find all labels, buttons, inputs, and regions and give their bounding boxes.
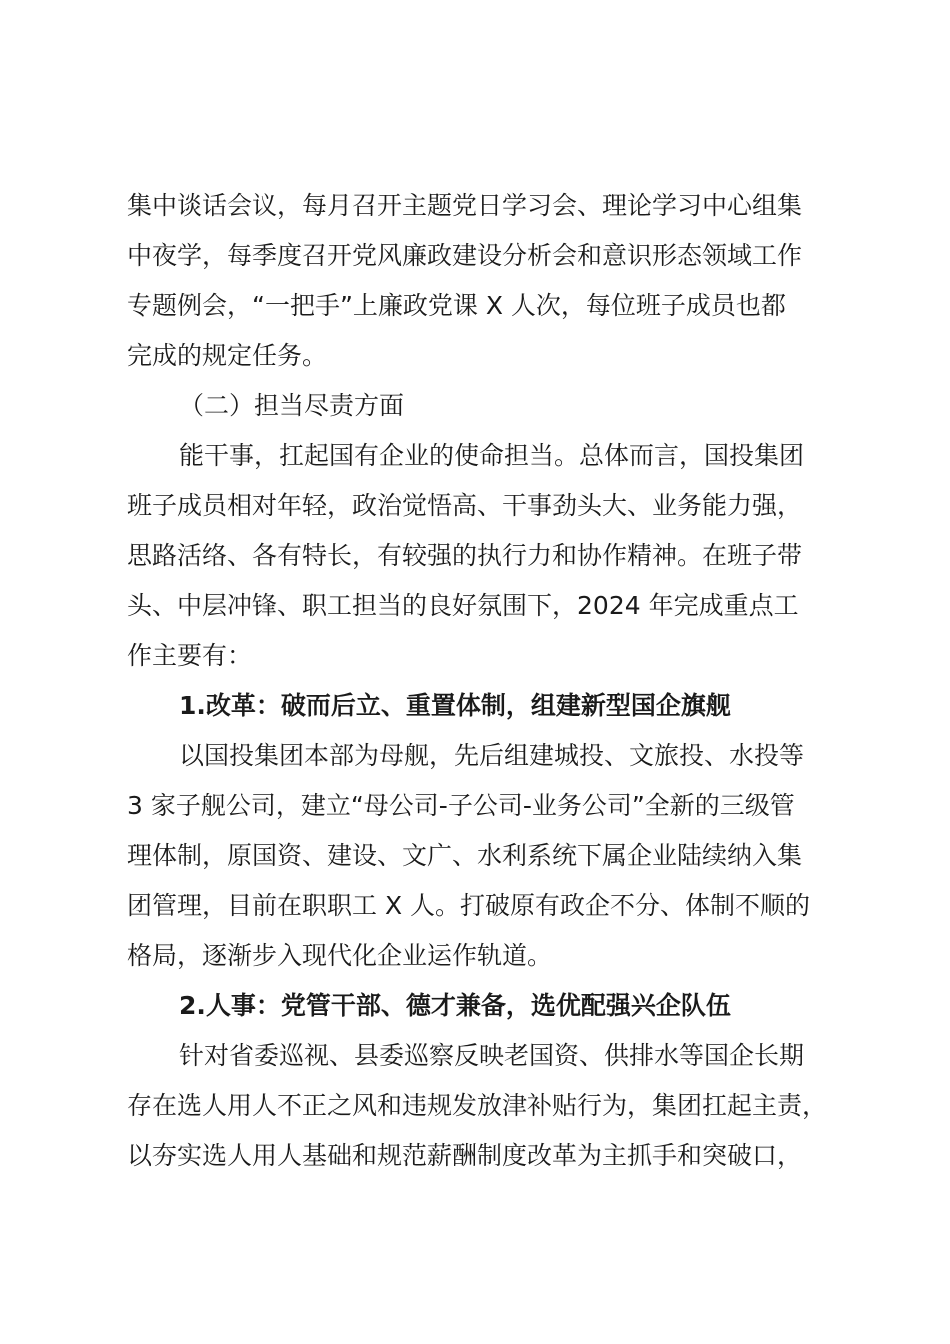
text-line: 班子成员相对年轻，政治觉悟高、干事劲头大、业务能力强， xyxy=(127,491,803,520)
text-line: 完成的规定任务。 xyxy=(127,341,328,370)
paragraph-reform xyxy=(127,731,857,981)
text-line: 理体制，原国资、建设、文广、水利系统下属企业陆续纳入集 xyxy=(127,841,803,870)
text-line: 以国投集团本部为母舰，先后组建城投、文旅投、水投等 xyxy=(179,741,805,770)
text-line: 以夯实选人用人基础和规范薪酬制度改革为主抓手和突破口， xyxy=(127,1141,803,1170)
paragraph-meetings xyxy=(127,181,857,381)
text-line: 针对省委巡视、县委巡察反映老国资、供排水等国企长期 xyxy=(179,1041,805,1070)
document-body xyxy=(127,181,857,1181)
text-line: 集中谈话会议，每月召开主题党日学习会、理论学习中心组集 xyxy=(127,191,803,220)
paragraph-personnel xyxy=(127,1031,857,1181)
text-line: 能干事，扛起国有企业的使命担当。总体而言，国投集团 xyxy=(179,441,805,470)
subheading-personnel: 2.人事：党管干部、德才兼备，选优配强兴企队伍 xyxy=(179,991,731,1020)
text-line: 思路活络、各有特长，有较强的执行力和协作精神。在班子带 xyxy=(127,541,803,570)
text-line: 中夜学，每季度召开党风廉政建设分析会和意识形态领域工作 xyxy=(127,241,803,270)
text-line: 3 家子舰公司，建立“母公司-子公司-业务公司”全新的三级管 xyxy=(127,791,795,820)
text-line: 专题例会，“一把手”上廉政党课 X 人次，每位班子成员也都 xyxy=(127,291,786,320)
text-line: 格局，逐渐步入现代化企业运作轨道。 xyxy=(127,941,553,970)
text-line: 头、中层冲锋、职工担当的良好氛围下，2024 年完成重点工 xyxy=(127,591,799,620)
text-line: 团管理，目前在职职工 X 人。打破原有政企不分、体制不顺的 xyxy=(127,891,811,920)
subheading-reform: 1.改革：破而后立、重置体制，组建新型国企旗舰 xyxy=(179,691,731,720)
text-line: 存在选人用人不正之风和违规发放津补贴行为，集团扛起主责， xyxy=(127,1091,828,1120)
paragraph-responsibility xyxy=(127,431,857,681)
section-heading: （二）担当尽责方面 xyxy=(179,391,405,420)
text-line: 作主要有： xyxy=(127,641,253,670)
